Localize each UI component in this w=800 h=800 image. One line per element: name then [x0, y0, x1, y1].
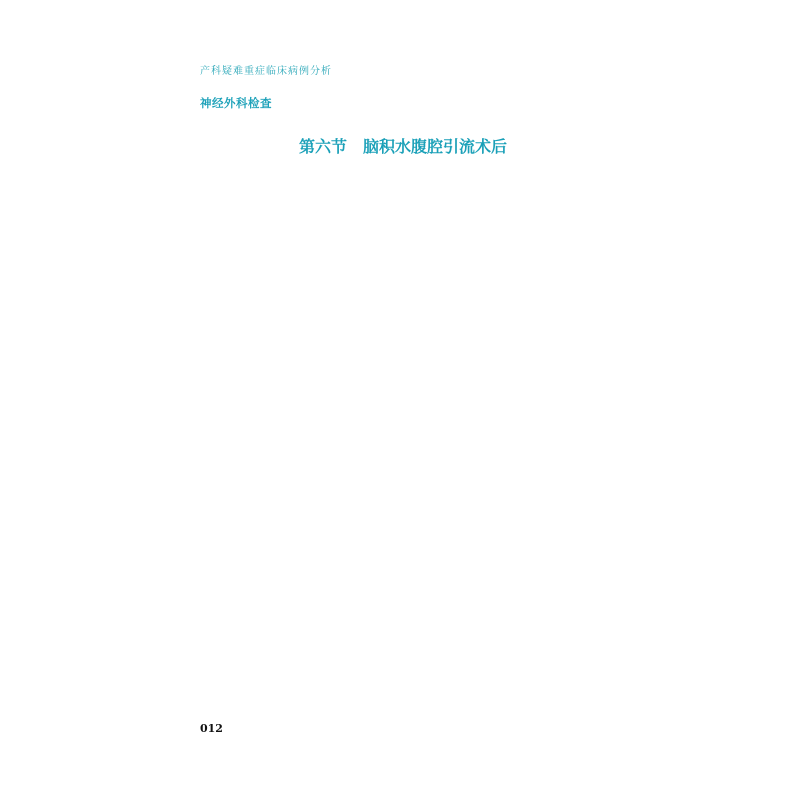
running-header: 产科疑难重症临床病例分析: [200, 66, 332, 77]
page-number: 012: [200, 722, 223, 735]
content-body: [200, 94, 606, 170]
neuro-exam-label: 神经外科检查: [200, 96, 272, 110]
neuro-exam-paragraph: [200, 94, 606, 113]
section-title: 第六节 脑积水腹腔引流术后: [298, 137, 507, 156]
